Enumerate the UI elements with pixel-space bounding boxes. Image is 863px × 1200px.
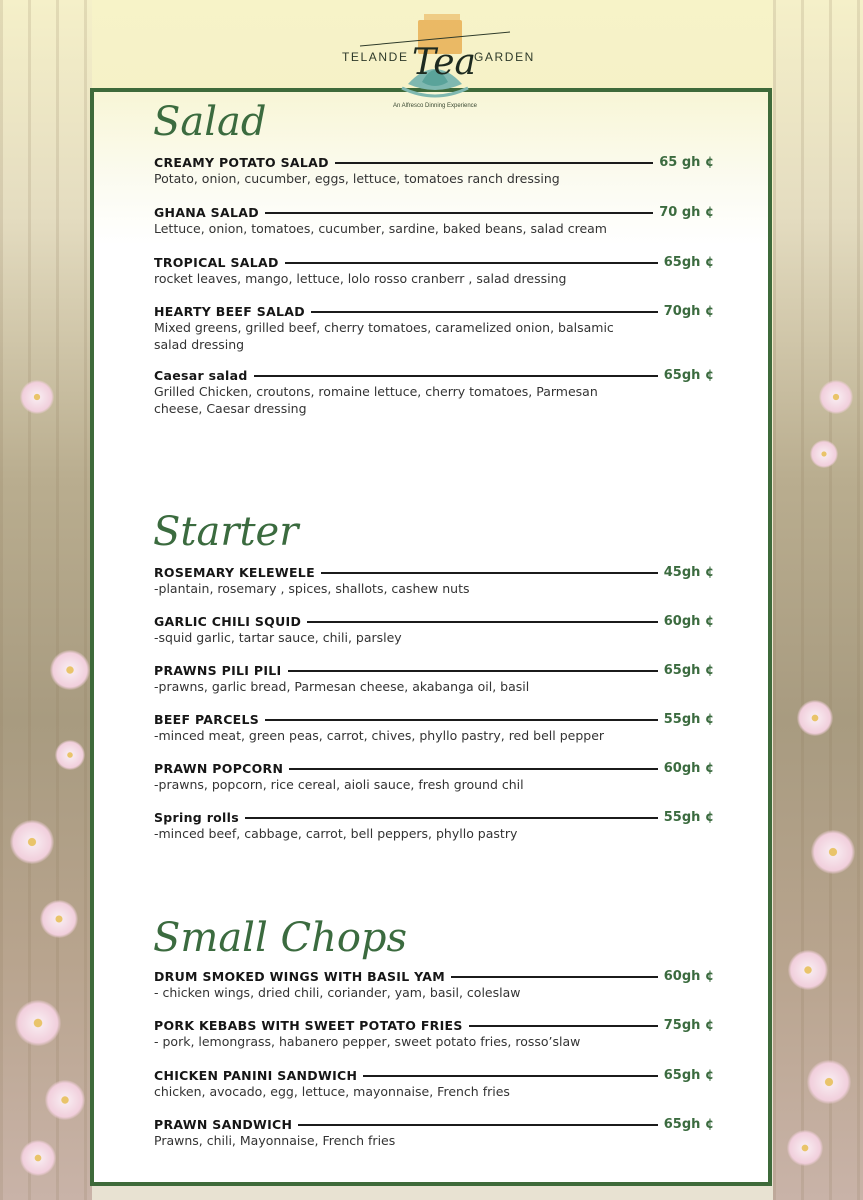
item-description: Lettuce, onion, tomatoes, cucumber, sardine, baked beans, salad cream	[154, 221, 607, 236]
blossom-decoration	[810, 440, 838, 468]
leader-line	[451, 976, 658, 978]
item-price: 65gh ¢	[663, 1117, 714, 1132]
item-description: - chicken wings, dried chili, coriander, yam, basil, coleslaw	[154, 985, 521, 1000]
leader-line	[311, 311, 658, 313]
leader-line	[298, 1124, 657, 1126]
menu-item	[154, 255, 714, 288]
menu-item	[154, 1068, 714, 1101]
leader-line	[321, 572, 658, 574]
blossom-decoration	[55, 740, 85, 770]
brand-tagline: An Alfresco Dinning Experience	[392, 103, 478, 109]
menu-item	[154, 810, 714, 843]
item-description: Grilled Chicken, croutons, romaine lettuce, cherry tomatoes, Parmesan cheese, Caesar dressing	[154, 384, 598, 416]
menu-item	[154, 761, 714, 794]
item-description: Prawns, chili, Mayonnaise, French fries	[154, 1133, 396, 1148]
leader-line	[265, 212, 653, 214]
item-name: Caesar salad	[154, 368, 248, 383]
item-price: 55gh ¢	[663, 712, 714, 727]
item-description: Potato, onion, cucumber, eggs, lettuce, tomatoes ranch dressing	[154, 171, 560, 186]
item-price: 70 gh ¢	[659, 205, 714, 220]
item-name: PRAWNS PILI PILI	[154, 663, 282, 678]
item-price: 60gh ¢	[663, 761, 714, 776]
item-price: 60gh ¢	[663, 614, 714, 629]
item-name: HEARTY BEEF SALAD	[154, 304, 305, 319]
item-description: -prawns, garlic bread, Parmesan cheese, akabanga oil, basil	[154, 679, 530, 694]
item-name: PRAWN SANDWICH	[154, 1117, 293, 1132]
item-price: 65gh ¢	[663, 663, 714, 678]
leader-line	[254, 375, 658, 377]
menu-item	[154, 205, 714, 238]
blossom-decoration	[40, 900, 78, 938]
menu-item	[154, 663, 714, 696]
item-description: rocket leaves, mango, lettuce, lolo rosso cranberr , salad dressing	[154, 271, 567, 286]
leader-line	[363, 1075, 658, 1077]
item-name: DRUM SMOKED WINGS WITH BASIL YAM	[154, 969, 445, 984]
leader-line	[469, 1025, 658, 1027]
menu-item	[154, 368, 714, 417]
item-name: BEEF PARCELS	[154, 712, 260, 727]
brand-right-word: GARDEN	[474, 50, 535, 64]
item-description: -squid garlic, tartar sauce, chili, parsley	[154, 630, 402, 645]
item-price: 65 gh ¢	[659, 155, 714, 170]
menu-item	[154, 712, 714, 745]
item-description: -prawns, popcorn, rice cereal, aioli sauce, fresh ground chil	[154, 777, 524, 792]
menu-item	[154, 969, 714, 1002]
menu-item	[154, 614, 714, 647]
blossom-decoration	[20, 380, 54, 414]
blossom-decoration	[807, 1060, 851, 1104]
brand-logo	[330, 14, 540, 114]
item-name: Spring rolls	[154, 810, 239, 825]
item-price: 55gh ¢	[663, 810, 714, 825]
section-title-small-chops: Small Chops	[153, 915, 408, 961]
leader-line	[288, 670, 658, 672]
menu-item	[154, 1018, 714, 1051]
leader-line	[335, 162, 653, 164]
item-description: -minced meat, green peas, carrot, chives, phyllo pastry, red bell pepper	[154, 728, 605, 743]
item-description: -minced beef, cabbage, carrot, bell peppers, phyllo pastry	[154, 826, 518, 841]
blossom-decoration	[10, 820, 54, 864]
leader-line	[307, 621, 658, 623]
item-price: 65gh ¢	[663, 368, 714, 383]
item-name: CREAMY POTATO SALAD	[154, 155, 329, 170]
blossom-decoration	[15, 1000, 61, 1046]
item-description: Mixed greens, grilled beef, cherry tomatoes, caramelized onion, balsamic salad dressing	[154, 320, 614, 352]
item-name: ROSEMARY KELEWELE	[154, 565, 315, 580]
leader-line	[289, 768, 658, 770]
item-price: 65gh ¢	[663, 1068, 714, 1083]
item-price: 60gh ¢	[663, 969, 714, 984]
item-description: - pork, lemongrass, habanero pepper, sweet potato fries, rosso’slaw	[154, 1034, 581, 1049]
item-price: 75gh ¢	[663, 1018, 714, 1033]
section-title-salad: Salad	[153, 99, 267, 145]
item-price: 70gh ¢	[663, 304, 714, 319]
item-price: 65gh ¢	[663, 255, 714, 270]
floral-background-right	[773, 0, 863, 1200]
item-name: PRAWN POPCORN	[154, 761, 284, 776]
leader-line	[285, 262, 658, 264]
item-name: PORK KEBABS WITH SWEET POTATO FRIES	[154, 1018, 463, 1033]
menu-item	[154, 304, 714, 353]
leader-line	[245, 817, 658, 819]
item-name: GHANA SALAD	[154, 205, 259, 220]
blossom-decoration	[20, 1140, 56, 1176]
item-name: GARLIC CHILI SQUID	[154, 614, 302, 629]
brand-script-word: Tea	[412, 42, 476, 83]
blossom-decoration	[787, 1130, 823, 1166]
section-title-starter: Starter	[153, 509, 299, 555]
item-name: TROPICAL SALAD	[154, 255, 279, 270]
menu-item	[154, 565, 714, 598]
menu-item	[154, 155, 714, 188]
blossom-decoration	[45, 1080, 85, 1120]
item-description: -plantain, rosemary , spices, shallots, cashew nuts	[154, 581, 470, 596]
menu-item	[154, 1117, 714, 1150]
leader-line	[265, 719, 658, 721]
item-description: chicken, avocado, egg, lettuce, mayonnaise, French fries	[154, 1084, 510, 1099]
blossom-decoration	[797, 700, 833, 736]
item-name: CHICKEN PANINI SANDWICH	[154, 1068, 358, 1083]
blossom-decoration	[788, 950, 828, 990]
blossom-decoration	[50, 650, 90, 690]
blossom-decoration	[811, 830, 855, 874]
item-price: 45gh ¢	[663, 565, 714, 580]
blossom-decoration	[819, 380, 853, 414]
brand-left-word: TELANDE	[342, 50, 409, 64]
